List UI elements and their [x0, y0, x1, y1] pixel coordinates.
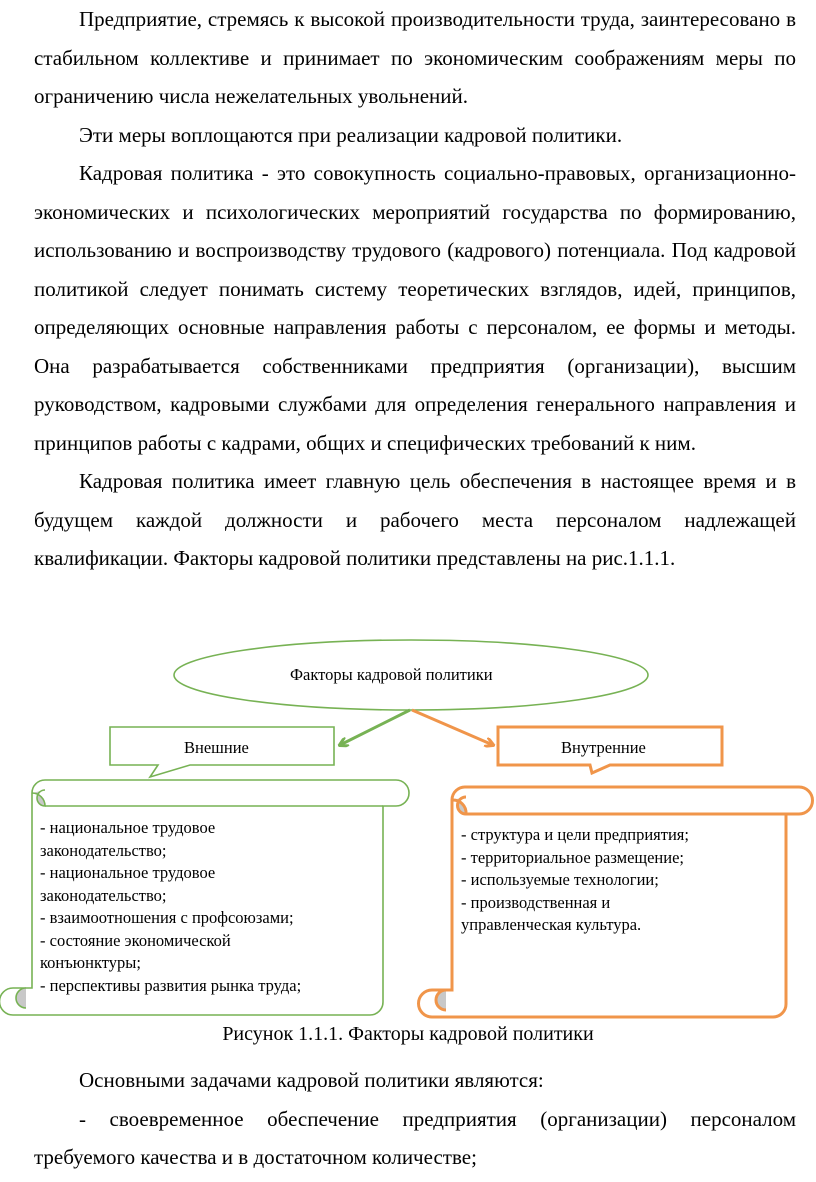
list-item: - национальное трудовое	[40, 863, 216, 882]
list-item: законодательство;	[40, 840, 167, 860]
internal-factors-list	[461, 824, 689, 937]
list-item: - территориальное размещение;	[461, 847, 684, 867]
body-text-top	[34, 0, 796, 578]
factors-diagram	[0, 630, 816, 1030]
arrow-to-external	[340, 710, 410, 745]
external-factors-list	[40, 817, 301, 997]
list-item: - перспективы развития рынка труда;	[40, 975, 302, 995]
arrow-to-internal	[412, 710, 493, 745]
list-item: - структура и цели предприятия;	[461, 825, 689, 844]
list-item: - используемые технологии;	[461, 870, 659, 889]
list-item: - производственная и	[461, 892, 611, 912]
paragraph-3: Кадровая политика - это совокупность социально-правовых, организационно-экономических и психологических мероприятий государства по формированию, использованию и воспроизводству трудового (кадрового) потенциала. Под кадровой политикой следует понимать систему теоретических взглядов, идей, принципов, определяющих основные направления работы с персоналом, ее формы и методы. Она разрабатывается собственниками предприятия (организации), высшим руководством, кадровыми службами для определения генерального направления и принципов работы с кадрами, общих и специфических требований к ним.	[34, 161, 796, 455]
list-item: - состояние экономической	[40, 930, 231, 950]
paragraph-1: Предприятие, стремясь к высокой производительности труда, заинтересовано в стабильном коллективе и принимает по экономическим соображениям меры по ограничению числа нежелательных увольнений.	[34, 7, 796, 108]
paragraph-6: - своевременное обеспечение предприятия (организации) персоналом требуемого качества и в достаточном количестве;	[34, 1106, 796, 1169]
paragraph-5: Основными задачами кадровой политики являются:	[79, 1068, 544, 1092]
internal-label: Внутренние	[561, 738, 646, 757]
root-label: Факторы кадровой политики	[290, 665, 493, 684]
body-text-bottom	[34, 1061, 796, 1177]
list-item: законодательство;	[40, 885, 167, 905]
list-item: - национальное трудовое	[40, 818, 216, 837]
external-label: Внешние	[184, 738, 249, 757]
list-item: конъюнктуры;	[40, 953, 141, 972]
paragraph-4: Кадровая политика имеет главную цель обеспечения в настоящее время и в будущем каждой должности и рабочего места персоналом надлежащей квалификации. Факторы кадровой политики представлены на рис.1.1.1.	[34, 469, 796, 570]
paragraph-2: Эти меры воплощаются при реализации кадровой политики.	[79, 122, 623, 147]
figure-caption: Рисунок 1.1.1. Факторы кадровой политики	[222, 1023, 594, 1045]
list-item: управленческая культура.	[461, 915, 642, 934]
list-item: - взаимоотношения с профсоюзами;	[40, 908, 294, 927]
